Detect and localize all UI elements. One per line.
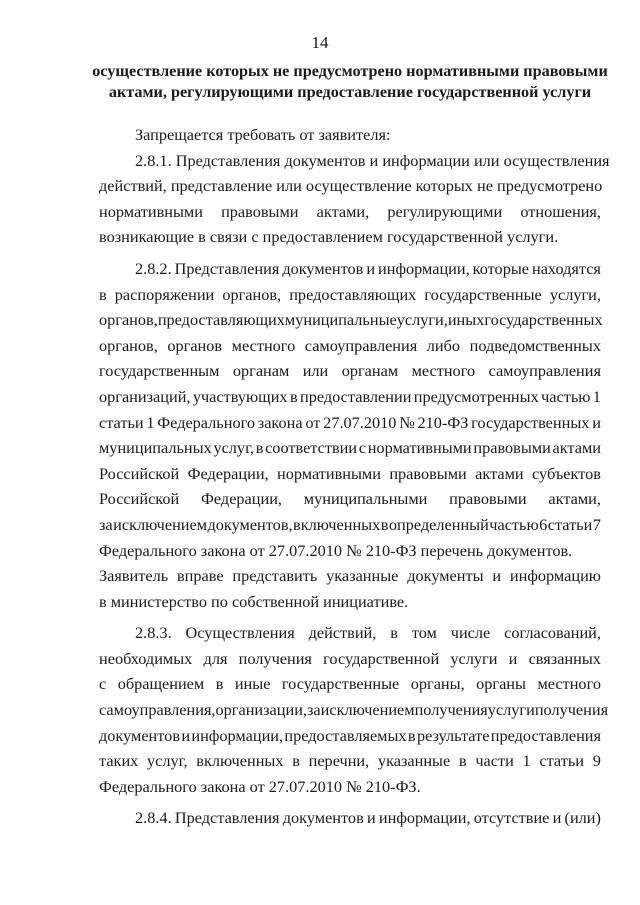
word: актами,	[548, 489, 601, 509]
word: органы,	[410, 674, 465, 694]
paragraph-line	[99, 333, 601, 359]
word: муниципальными	[303, 489, 428, 509]
word: органы	[476, 674, 526, 694]
paragraph-2-8-1	[99, 148, 610, 250]
word: отношения,	[520, 201, 601, 221]
heading-line: осуществление которых не предусмотрено нормативными правовыми	[92, 62, 608, 80]
word: и	[181, 725, 191, 745]
word: 1	[522, 751, 531, 771]
paragraph-line	[99, 563, 601, 589]
word: правовыми	[449, 489, 527, 509]
word: в	[380, 514, 389, 534]
paragraph-line	[99, 358, 601, 384]
word: получения	[534, 700, 609, 720]
word: 2.8.4.	[135, 808, 172, 828]
word: правовыми	[473, 438, 551, 458]
paragraph-line	[99, 697, 609, 723]
word: вправе	[177, 566, 224, 586]
word: частью	[541, 386, 591, 406]
word: иных	[447, 310, 485, 330]
body-text	[99, 122, 610, 831]
word: предоставляющих	[289, 284, 417, 304]
word: Представления	[174, 808, 280, 828]
word: с	[358, 438, 367, 458]
word: документов	[282, 808, 364, 828]
word: информацию	[509, 566, 601, 586]
word: органов,	[222, 284, 282, 304]
word: организации,	[215, 700, 307, 720]
paragraph-line	[99, 199, 601, 225]
page-number: 14	[311, 33, 329, 52]
word: и	[366, 808, 376, 828]
word: частью	[489, 514, 539, 534]
word: указанные	[326, 566, 399, 586]
word: которые	[472, 258, 529, 278]
word: правовыми	[389, 463, 467, 483]
word: и	[492, 566, 502, 586]
word: Российской	[99, 463, 180, 483]
paragraph-line	[99, 410, 601, 436]
paragraph-line: Федерального закона от 27.07.2010 № 210-ФЗ.	[99, 776, 421, 796]
word: исключением	[113, 514, 208, 534]
word: распоряжении	[114, 284, 215, 304]
word: предоставляющих	[157, 310, 285, 330]
word: в	[215, 674, 224, 694]
word: регулирующими	[387, 201, 503, 221]
word: организаций,	[99, 386, 191, 406]
word: 1	[592, 386, 601, 406]
word: в	[407, 725, 416, 745]
word: государственной	[323, 648, 440, 668]
word: актами	[475, 463, 524, 483]
word: услуги,	[396, 310, 448, 330]
word: услуги	[450, 648, 498, 668]
paragraph-line: возникающие в связи с предоставлением государственной услуги.	[99, 227, 559, 247]
word: услуги,	[549, 284, 601, 304]
paragraph-2-8-4	[99, 805, 601, 831]
word: действий,	[308, 623, 377, 643]
word: государственные	[281, 674, 400, 694]
word: соответствии	[265, 438, 358, 458]
word: 6	[539, 514, 548, 534]
word: иные	[234, 674, 271, 694]
paragraph-line	[99, 805, 601, 831]
word: услуг,	[147, 751, 188, 771]
word: органов,	[99, 335, 158, 355]
word: местного	[411, 361, 476, 381]
word: предоставлении	[299, 386, 412, 406]
word: органов	[167, 335, 223, 355]
word: 2.8.3.	[135, 623, 172, 643]
heading-line: актами, регулирующими предоставление государственной услуги	[108, 83, 592, 101]
section-heading	[92, 61, 608, 103]
paragraph-line	[99, 748, 601, 774]
word: определенный	[388, 514, 489, 534]
word: обращением	[117, 674, 205, 694]
paragraph-line	[99, 723, 601, 749]
word: органам	[341, 361, 399, 381]
word: документов,	[207, 514, 293, 534]
word: закона	[257, 412, 303, 432]
word: в	[458, 751, 467, 771]
paragraph-2-8-2	[99, 256, 601, 614]
word: результате	[416, 725, 490, 745]
word: муниципальных	[99, 438, 212, 458]
word: представить	[232, 566, 318, 586]
paragraph-line	[99, 435, 601, 461]
word: либо	[426, 335, 461, 355]
word: актами,	[316, 201, 370, 221]
word: и	[508, 648, 518, 668]
word: 7	[592, 514, 601, 534]
word: или	[302, 361, 329, 381]
word: получения	[238, 648, 312, 668]
word: (или)	[564, 808, 601, 828]
word: местного	[537, 674, 601, 694]
word: подведомственных	[469, 335, 601, 355]
word: Осуществления	[185, 623, 295, 643]
word: услуг,	[213, 438, 254, 458]
word: услуг	[487, 700, 527, 720]
word: статьи	[547, 514, 593, 534]
word: государственных	[484, 310, 603, 330]
paragraph-line	[99, 620, 601, 646]
word: том	[411, 623, 437, 643]
word: исключением	[320, 700, 415, 720]
word: статьи	[99, 412, 144, 432]
word: самоуправления	[488, 361, 601, 381]
paragraph-line: действий, представление или осуществление которых не предусмотрено	[99, 176, 603, 196]
paragraph-line	[99, 486, 601, 512]
word: органам	[232, 361, 290, 381]
word: согласований,	[504, 623, 601, 643]
word: Федерации,	[201, 489, 282, 509]
word: перечни,	[308, 751, 370, 771]
word: Заявитель	[99, 566, 169, 586]
word: включенных	[196, 751, 284, 771]
word: за	[99, 514, 113, 534]
paragraph-line	[99, 461, 601, 487]
word: нормативными	[367, 438, 472, 458]
word: государственные	[424, 284, 542, 304]
word: для	[203, 648, 228, 668]
word: и	[366, 258, 376, 278]
word: предусмотренных	[413, 386, 539, 406]
word: 1	[146, 412, 155, 432]
word: и	[592, 412, 601, 432]
word: с	[99, 674, 107, 694]
word: 210-ФЗ	[417, 412, 469, 432]
word: нормативными	[277, 463, 381, 483]
word: отсутствие	[473, 808, 550, 828]
word: в	[99, 284, 107, 304]
word: информации,	[191, 725, 284, 745]
intro-line: Запрещается требовать от заявителя:	[135, 125, 391, 144]
word: актами	[552, 438, 601, 458]
word: 2.8.2.	[135, 258, 172, 278]
word: №	[399, 412, 415, 432]
paragraph-line	[99, 384, 601, 410]
word: информации,	[378, 808, 471, 828]
word: в	[390, 623, 398, 643]
word: документы	[407, 566, 484, 586]
word: документов	[282, 258, 364, 278]
word: документов	[99, 725, 181, 745]
word: находятся	[531, 258, 601, 278]
word: субъектов	[532, 463, 601, 483]
word: Представления	[174, 258, 280, 278]
word: в	[292, 751, 300, 771]
word: Федерации,	[187, 463, 269, 483]
word: Российской	[99, 489, 180, 509]
word: местного	[231, 335, 296, 355]
word: части	[475, 751, 514, 771]
paragraph-line: в министерство по собственной инициативе.	[99, 591, 409, 611]
word: в	[289, 386, 298, 406]
word: получения	[414, 700, 488, 720]
word: информации,	[378, 258, 470, 278]
word: указанные	[377, 751, 451, 771]
paragraph-line	[99, 282, 601, 308]
word: 9	[592, 751, 601, 771]
paragraph-line: 2.8.1. Представления документов и информации или осуществления	[135, 150, 610, 170]
paragraph-line	[99, 646, 601, 672]
word: и	[552, 808, 562, 828]
word: нормативными	[99, 201, 203, 221]
word: участвующих	[192, 386, 288, 406]
word: от	[305, 412, 321, 432]
word: и	[526, 700, 535, 720]
word: статьи	[539, 751, 584, 771]
paragraph-line: Федерального закона от 27.07.2010 № 210-ФЗ перечень документов.	[99, 540, 573, 560]
paragraph-line	[99, 307, 601, 333]
word: связанных	[528, 648, 601, 668]
paragraph-line	[99, 512, 601, 538]
word: предоставляемых	[284, 725, 407, 745]
paragraph-2-8-3	[99, 620, 609, 799]
word: необходимых	[99, 648, 193, 668]
word: включенных	[293, 514, 381, 534]
word: числе	[450, 623, 491, 643]
word: государственным	[99, 361, 220, 381]
word: 27.07.2010	[323, 412, 397, 432]
word: правовыми	[221, 201, 299, 221]
word: Федерального	[157, 412, 255, 432]
word: в	[255, 438, 264, 458]
word: муниципальные	[284, 310, 397, 330]
word: органов,	[99, 310, 158, 330]
word: самоуправления,	[99, 700, 216, 720]
paragraph-line	[99, 256, 601, 282]
word: самоуправления	[304, 335, 418, 355]
word: предоставления	[490, 725, 601, 745]
word: таких	[99, 751, 139, 771]
paragraph-line	[99, 671, 601, 697]
word: за	[307, 700, 321, 720]
word: государственных	[471, 412, 590, 432]
